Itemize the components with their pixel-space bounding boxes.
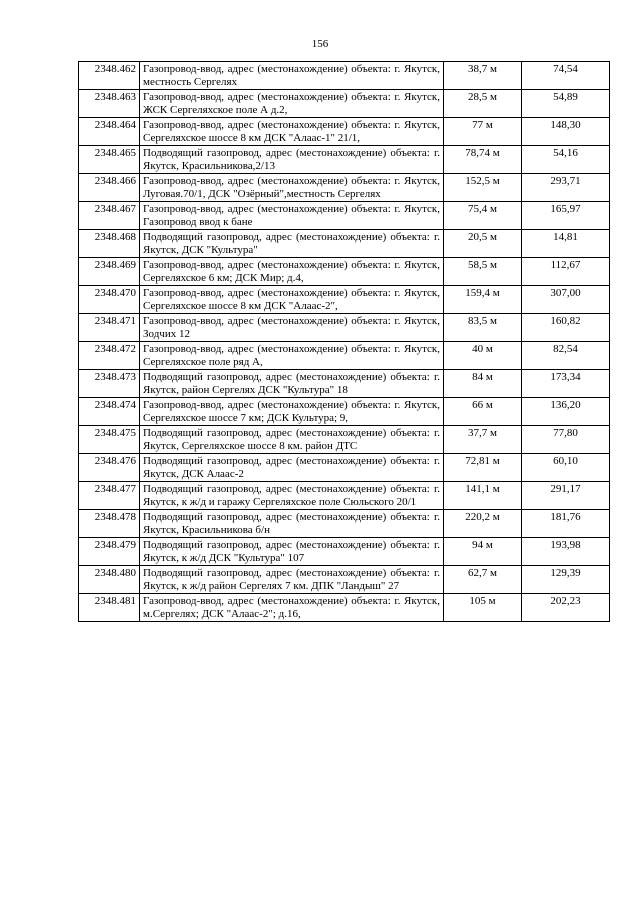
- table-row: [79, 510, 610, 538]
- length-cell: 152,5 м: [444, 174, 522, 202]
- length-cell: 38,7 м: [444, 62, 522, 90]
- table-row: [79, 454, 610, 482]
- page-number: 156: [311, 38, 329, 50]
- description-cell: Газопровод-ввод, адрес (местонахождение) объекта: г. Якутск, Сергеляхское поле ряд А,: [140, 342, 444, 370]
- table-row: [79, 398, 610, 426]
- length-cell: 75,4 м: [444, 202, 522, 230]
- value-cell: 74,54: [522, 62, 610, 90]
- row-number-cell: 2348.472: [79, 342, 140, 370]
- table-row: [79, 90, 610, 118]
- row-number-cell: 2348.479: [79, 538, 140, 566]
- row-number-cell: 2348.473: [79, 370, 140, 398]
- value-cell: 307,00: [522, 286, 610, 314]
- description-cell: Газопровод-ввод, адрес (местонахождение) объекта: г. Якутск, ЖСК Сергеляхское поле А д.2,: [140, 90, 444, 118]
- row-number-cell: 2348.475: [79, 426, 140, 454]
- row-number-cell: 2348.470: [79, 286, 140, 314]
- row-number-cell: 2348.471: [79, 314, 140, 342]
- description-cell: Подводящий газопровод, адрес (местонахождение) объекта: г. Якутск, к ж/д район Сергелях 7 км. ДПК "Ландыш" 27: [140, 566, 444, 594]
- value-cell: 293,71: [522, 174, 610, 202]
- value-cell: 173,34: [522, 370, 610, 398]
- length-cell: 62,7 м: [444, 566, 522, 594]
- value-cell: 129,39: [522, 566, 610, 594]
- length-cell: 94 м: [444, 538, 522, 566]
- row-number-cell: 2348.464: [79, 118, 140, 146]
- value-cell: 291,17: [522, 482, 610, 510]
- length-cell: 84 м: [444, 370, 522, 398]
- row-number-cell: 2348.474: [79, 398, 140, 426]
- row-number-cell: 2348.463: [79, 90, 140, 118]
- row-number-cell: 2348.478: [79, 510, 140, 538]
- description-cell: Подводящий газопровод, адрес (местонахождение) объекта: г. Якутск, ДСК "Культура": [140, 230, 444, 258]
- table-row: [79, 286, 610, 314]
- table-row: [79, 594, 610, 622]
- table-row: [79, 370, 610, 398]
- value-cell: 112,67: [522, 258, 610, 286]
- row-number-cell: 2348.468: [79, 230, 140, 258]
- length-cell: 20,5 м: [444, 230, 522, 258]
- description-cell: Газопровод-ввод, адрес (местонахождение) объекта: г. Якутск, Сергеляхское шоссе 7 км; ДСК Культура; 9,: [140, 398, 444, 426]
- length-cell: 72,81 м: [444, 454, 522, 482]
- table-row: [79, 566, 610, 594]
- value-cell: 54,89: [522, 90, 610, 118]
- row-number-cell: 2348.465: [79, 146, 140, 174]
- description-cell: Газопровод-ввод, адрес (местонахождение) объекта: г. Якутск, местность Сергелях: [140, 62, 444, 90]
- table-row: [79, 230, 610, 258]
- row-number-cell: 2348.476: [79, 454, 140, 482]
- length-cell: 77 м: [444, 118, 522, 146]
- description-cell: Подводящий газопровод, адрес (местонахождение) объекта: г. Якутск, к ж/д ДСК "Культура" 107: [140, 538, 444, 566]
- length-cell: 83,5 м: [444, 314, 522, 342]
- value-cell: 77,80: [522, 426, 610, 454]
- value-cell: 160,82: [522, 314, 610, 342]
- length-cell: 40 м: [444, 342, 522, 370]
- registry-body: [79, 62, 610, 622]
- value-cell: 136,20: [522, 398, 610, 426]
- length-cell: 37,7 м: [444, 426, 522, 454]
- row-number-cell: 2348.466: [79, 174, 140, 202]
- length-cell: 105 м: [444, 594, 522, 622]
- length-cell: 28,5 м: [444, 90, 522, 118]
- row-number-cell: 2348.462: [79, 62, 140, 90]
- length-cell: 58,5 м: [444, 258, 522, 286]
- value-cell: 193,98: [522, 538, 610, 566]
- table-row: [79, 62, 610, 90]
- table-row: [79, 426, 610, 454]
- row-number-cell: 2348.469: [79, 258, 140, 286]
- description-cell: Подводящий газопровод, адрес (местонахождение) объекта: г. Якутск, к ж/д и гаражу Сергеляхское поле Сюльского 20/1: [140, 482, 444, 510]
- description-cell: Подводящий газопровод, адрес (местонахождение) объекта: г. Якутск, ДСК Алаас-2: [140, 454, 444, 482]
- value-cell: 202,23: [522, 594, 610, 622]
- description-cell: Газопровод-ввод, адрес (местонахождение) объекта: г. Якутск, Сергеляхское шоссе 8 км ДСК "Алаас-2",: [140, 286, 444, 314]
- value-cell: 54,16: [522, 146, 610, 174]
- row-number-cell: 2348.467: [79, 202, 140, 230]
- table-row: [79, 146, 610, 174]
- table-row: [79, 258, 610, 286]
- asset-registry-table: [78, 61, 610, 622]
- value-cell: 148,30: [522, 118, 610, 146]
- description-cell: Подводящий газопровод, адрес (местонахождение) объекта: г. Якутск, район Сергелях ДСК "Культура" 18: [140, 370, 444, 398]
- description-cell: Газопровод-ввод, адрес (местонахождение) объекта: г. Якутск, м.Сергелях; ДСК "Алаас-2"; д.16,: [140, 594, 444, 622]
- description-cell: Подводящий газопровод, адрес (местонахождение) объекта: г. Якутск, Сергеляхское шоссе 8 км. район ДТС: [140, 426, 444, 454]
- description-cell: Подводящий газопровод, адрес (местонахождение) объекта: г. Якутск, Красильникова б/н: [140, 510, 444, 538]
- length-cell: 141,1 м: [444, 482, 522, 510]
- description-cell: Газопровод-ввод, адрес (местонахождение) объекта: г. Якутск, Зодчих 12: [140, 314, 444, 342]
- description-cell: Подводящий газопровод, адрес (местонахождение) объекта: г. Якутск, Красильникова,2/13: [140, 146, 444, 174]
- value-cell: 165,97: [522, 202, 610, 230]
- description-cell: Газопровод-ввод, адрес (местонахождение) объекта: г. Якутск, Сергеляхское шоссе 8 км ДСК "Алаас-1" 21/1,: [140, 118, 444, 146]
- description-cell: Газопровод-ввод, адрес (местонахождение) объекта: г. Якутск, Сергеляхское 6 км; ДСК Мир; д.4,: [140, 258, 444, 286]
- length-cell: 66 м: [444, 398, 522, 426]
- value-cell: 14,81: [522, 230, 610, 258]
- description-cell: Газопровод-ввод, адрес (местонахождение) объекта: г. Якутск, Луговая.70/1, ДСК "Озёрный",местность Сергелях: [140, 174, 444, 202]
- length-cell: 220,2 м: [444, 510, 522, 538]
- row-number-cell: 2348.477: [79, 482, 140, 510]
- table-row: [79, 342, 610, 370]
- length-cell: 159,4 м: [444, 286, 522, 314]
- table-row: [79, 118, 610, 146]
- table-row: [79, 174, 610, 202]
- table-row: [79, 314, 610, 342]
- table-row: [79, 202, 610, 230]
- table-row: [79, 538, 610, 566]
- description-cell: Газопровод-ввод, адрес (местонахождение) объекта: г. Якутск, Газопровод ввод к бане: [140, 202, 444, 230]
- value-cell: 60,10: [522, 454, 610, 482]
- length-cell: 78,74 м: [444, 146, 522, 174]
- row-number-cell: 2348.481: [79, 594, 140, 622]
- row-number-cell: 2348.480: [79, 566, 140, 594]
- value-cell: 181,76: [522, 510, 610, 538]
- value-cell: 82,54: [522, 342, 610, 370]
- table-row: [79, 482, 610, 510]
